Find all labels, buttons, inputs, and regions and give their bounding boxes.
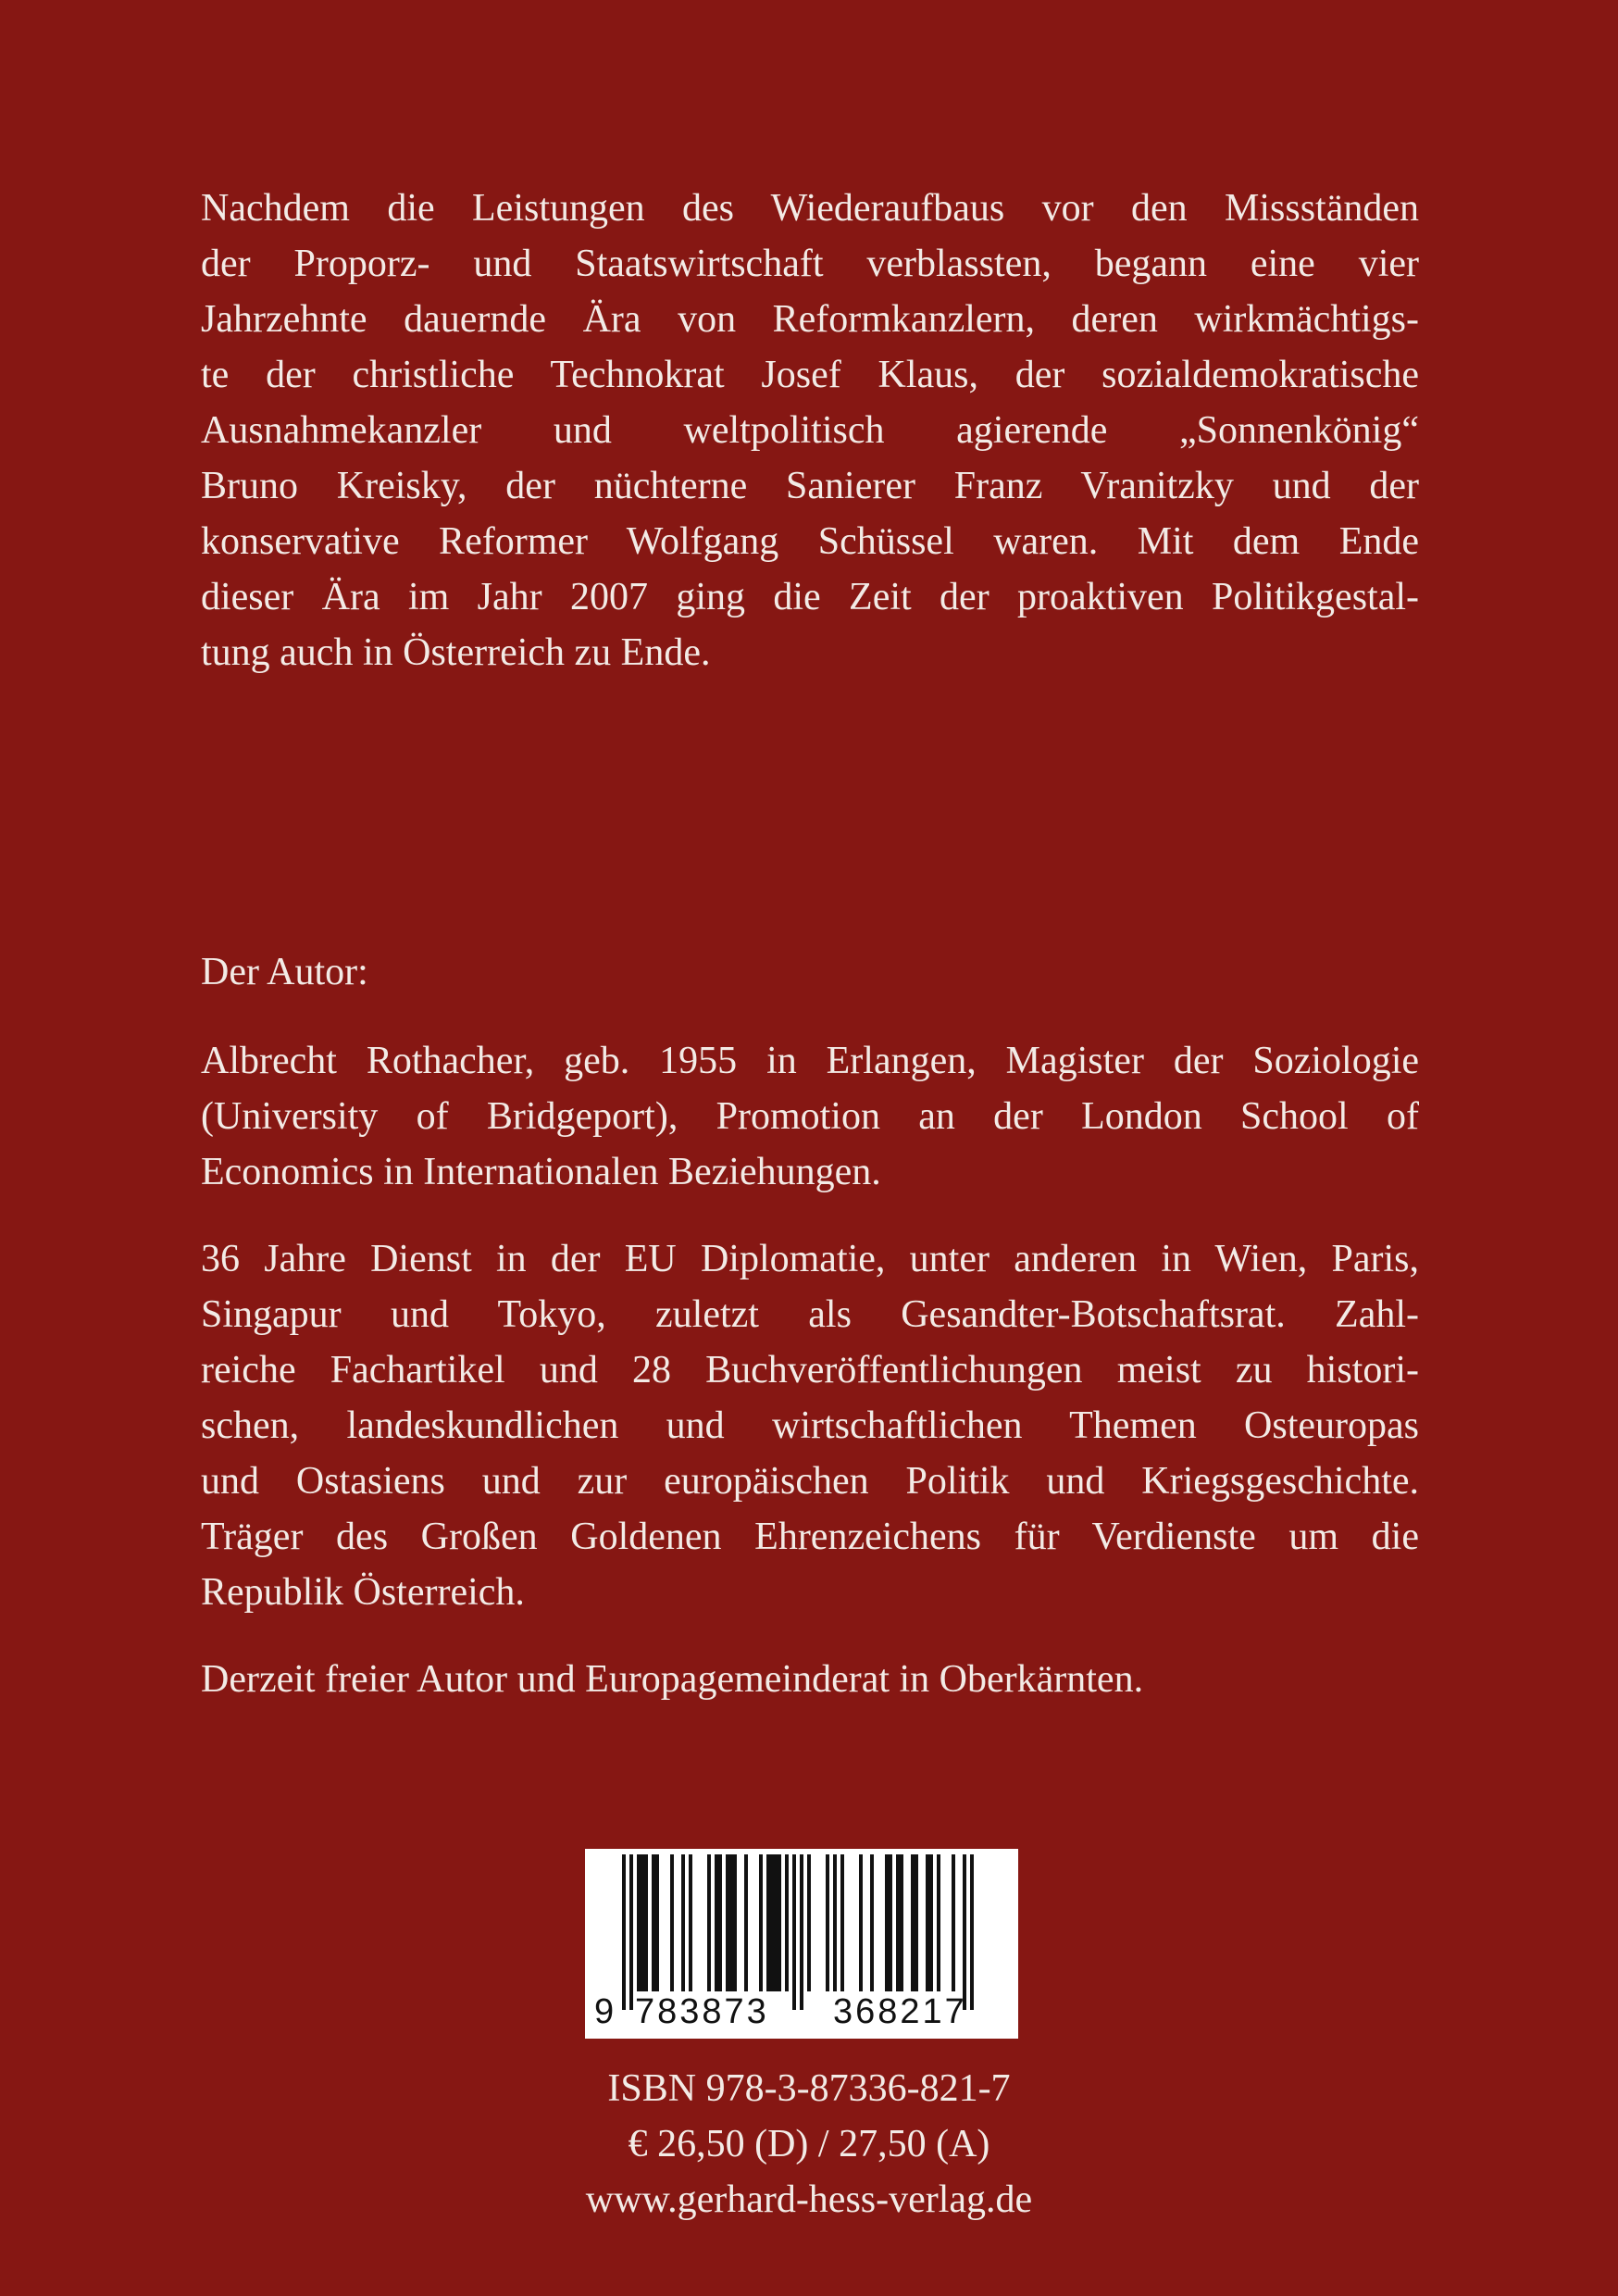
barcode-right-digits: 368217 [833,1992,967,2031]
barcode-bar [911,1854,918,1991]
isbn-text: ISBN 978-3-87336-821-7 [607,2067,1011,2110]
barcode-left-digits: 783873 [635,1992,769,2031]
career-line: schen, landeskundlichen und wirtschaftlichen Themen Osteuropas [201,1404,1419,1447]
barcode-bar [707,1854,711,1991]
bio-line: Economics in Internationalen Beziehungen. [201,1151,881,1193]
barcode-bar [785,1854,789,1991]
barcode-bar [807,1854,811,1991]
career-line: Träger des Großen Goldenen Ehrenzeichens für Verdienste um die [201,1516,1419,1558]
blurb-line: tung auch in Österreich zu Ende. [201,631,711,674]
barcode-bar [826,1854,829,1991]
barcode-bar [792,1854,796,2010]
barcode-bar [870,1854,874,1991]
barcode-bar [963,1854,966,2010]
barcode-bar [715,1854,722,1991]
barcode-bar [800,1854,803,2010]
barcode-bar [622,1854,626,2010]
author-current [201,1652,1419,1707]
barcode-bar [637,1854,648,1991]
barcode-first-digit: 9 [594,1992,616,2031]
barcode-bar [629,1854,633,2010]
barcode-bar [759,1854,763,1991]
author-heading: Der Autor: [201,951,368,993]
bio-line: (University of Bridgeport), Promotion an der London School of [201,1095,1419,1138]
blurb-line: Bruno Kreisky, der nüchterne Sanierer Franz Vranitzky und der [201,465,1419,507]
blurb-line: Nachdem die Leistungen des Wiederaufbaus vor den Missständen [201,187,1419,230]
book-blurb [201,181,1419,680]
barcode-bar [744,1854,748,1991]
barcode-bar [689,1854,692,1991]
career-line: reiche Fachartikel und 28 Buchveröffentlichungen meist zu histori- [201,1349,1419,1391]
price-text: € 26,50 (D) / 27,50 (A) [628,2123,990,2165]
barcode-bar [833,1854,837,1991]
current-line: Derzeit freier Autor und Europagemeinderat in Oberkärnten. [201,1658,1144,1701]
barcode-bar [726,1854,737,1991]
author-career [201,1231,1419,1620]
bio-line: Albrecht Rothacher, geb. 1955 in Erlangen, Magister der Soziologie [201,1040,1419,1082]
blurb-line: Jahrzehnte dauernde Ära von Reformkanzlern, deren wirkmächtigs- [201,298,1419,341]
barcode-bar [970,1854,974,2010]
barcode-bar [926,1854,933,1991]
career-line: Republik Österreich. [201,1571,525,1614]
barcode-bar [681,1854,685,1991]
barcode-bar [840,1854,844,1991]
career-line: 36 Jahre Dienst in der EU Diplomatie, unter anderen in Wien, Paris, [201,1238,1419,1280]
isbn-barcode [585,1849,1018,2039]
barcode-bar [652,1854,659,1991]
blurb-line: dieser Ära im Jahr 2007 ging die Zeit der proaktiven Politikgestal- [201,576,1419,618]
barcode-bar [885,1854,892,1991]
blurb-line: te der christliche Technokrat Josef Klaus, der sozialdemokratische [201,354,1419,396]
career-line: und Ostasiens und zur europäischen Politik und Kriegsgeschichte. [201,1460,1419,1503]
barcode-bar [952,1854,955,1991]
barcode-bar [937,1854,940,1991]
blurb-line: konservative Reformer Wolfgang Schüssel waren. Mit dem Ende [201,520,1419,563]
career-line: Singapur und Tokyo, zuletzt als Gesandter-Botschaftsrat. Zahl- [201,1293,1419,1336]
barcode-bar [670,1854,674,1991]
barcode-bar [859,1854,863,1991]
publisher-website: www.gerhard-hess-verlag.de [585,2178,1033,2221]
barcode-bar [896,1854,903,1991]
author-section [201,944,1419,1739]
blurb-line: der Proporz- und Staatswirtschaft verblassten, begann eine vier [201,243,1419,285]
barcode-bar [766,1854,781,1991]
blurb-line: Ausnahmekanzler und weltpolitisch agierende „Sonnenkönig“ [201,409,1419,452]
author-bio [201,1033,1419,1200]
